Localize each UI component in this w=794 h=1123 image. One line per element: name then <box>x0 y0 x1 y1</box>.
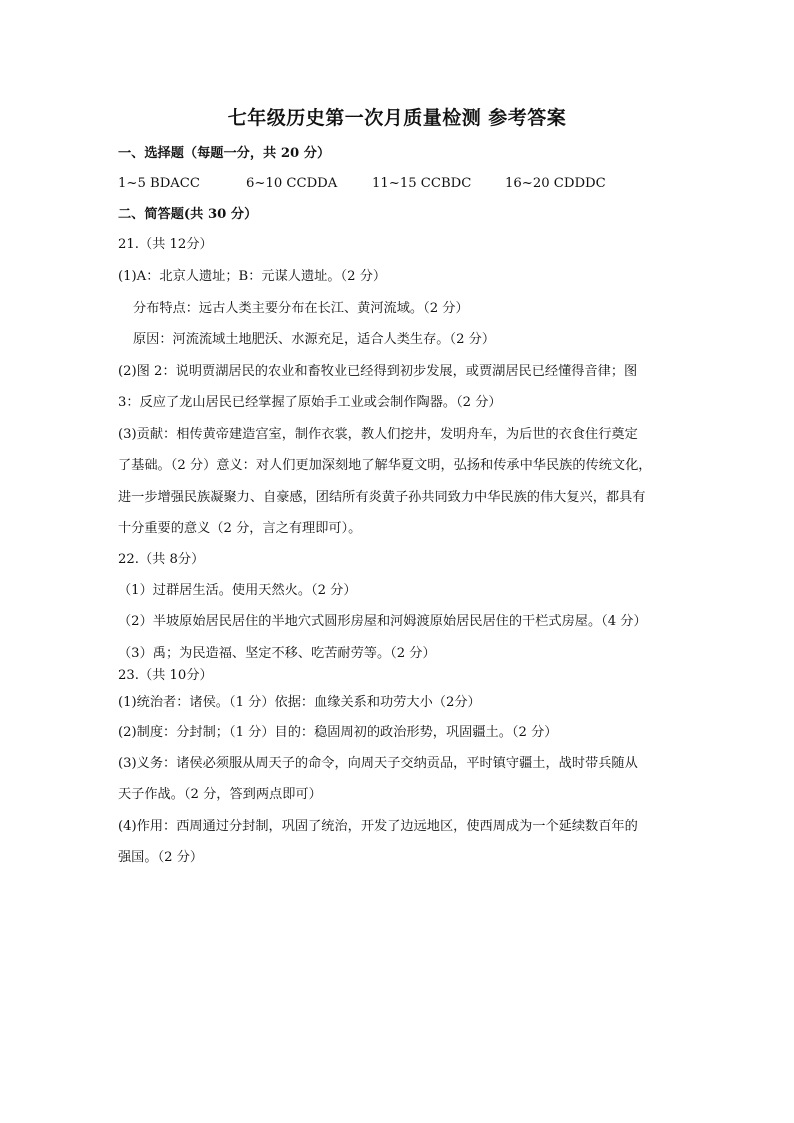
mc-answer-16-20: 16~20 CDDDC <box>505 176 606 191</box>
q21-line: (2)图 2：说明贾湖居民的农业和畜牧业已经得到初步发展，或贾湖居民已经懂得音律；图 <box>118 364 638 379</box>
q21-line: 3：反应了龙山居民已经掌握了原始手工业或会制作陶器。（2 分） <box>118 395 502 410</box>
q21-header: 21.（共 12分） <box>118 237 213 252</box>
q21-line: 了基础。（2 分）意义：对人们更加深刻地了解华夏文明，弘扬和传承中华民族的传统文化， <box>118 458 652 473</box>
q21-line: 原因：河流流域土地肥沃、水源充足，适合人类生存。（2 分） <box>133 332 496 347</box>
q22-line: （1）过群居生活。使用天然火。（2 分） <box>118 583 357 598</box>
q23-line: 强国。（2 分） <box>118 850 204 865</box>
page-title: 七年级历史第一次月质量检测 参考答案 <box>227 107 567 129</box>
q22-line: （3）禹；为民造福、坚定不移、吃苦耐劳等。（2 分） <box>118 646 436 661</box>
q21-line: 分布特点：远古人类主要分布在长江、黄河流域。（2 分） <box>133 301 469 316</box>
q23-line: (1)统治者：诸侯。（1 分）依据：血缘关系和功劳大小（2分） <box>118 695 481 710</box>
q21-line: (3)贡献：相传黄帝建造宫室，制作衣裳，教人们挖井，发明舟车，为后世的衣食住行奠定 <box>118 427 638 442</box>
q23-header: 23.（共 10分） <box>118 668 213 683</box>
mc-answer-1-5: 1~5 BDACC <box>118 176 200 191</box>
q23-line: (3)义务：诸侯必须服从周天子的命令，向周天子交纳贡品，平时镇守疆土，战时带兵随从 <box>118 756 638 771</box>
q21-line: 十分重要的意义（2 分，言之有理即可）。 <box>118 521 362 536</box>
q23-line: 天子作战。（2 分，答到两点即可） <box>118 787 322 802</box>
q22-header: 22.（共 8分） <box>118 552 205 567</box>
mc-answer-6-10: 6~10 CCDDA <box>246 176 338 191</box>
q21-line: (1)A：北京人遗址；B：元谋人遗址。（2 分） <box>118 269 387 284</box>
q22-line: （2）半坡原始居民居住的半地穴式圆形房屋和河姆渡原始居民居住的干栏式房屋。（4 分） <box>118 614 647 629</box>
mc-answer-11-15: 11~15 CCBDC <box>372 176 472 191</box>
q21-line: 进一步增强民族凝聚力、自豪感，团结所有炎黄子孙共同致力中华民族的伟大复兴，都具有 <box>118 490 646 505</box>
section2-heading: 二、简答题(共 30 分） <box>118 207 258 222</box>
q23-line: (2)制度：分封制；（1 分）目的：稳固周初的政治形势，巩固疆土。（2 分） <box>118 725 558 740</box>
q23-line: (4)作用：西周通过分封制，巩固了统治，开发了边远地区，使西周成为一个延续数百年的 <box>118 819 638 834</box>
section1-heading: 一、选择题（每题一分，共 20 分） <box>118 146 331 161</box>
